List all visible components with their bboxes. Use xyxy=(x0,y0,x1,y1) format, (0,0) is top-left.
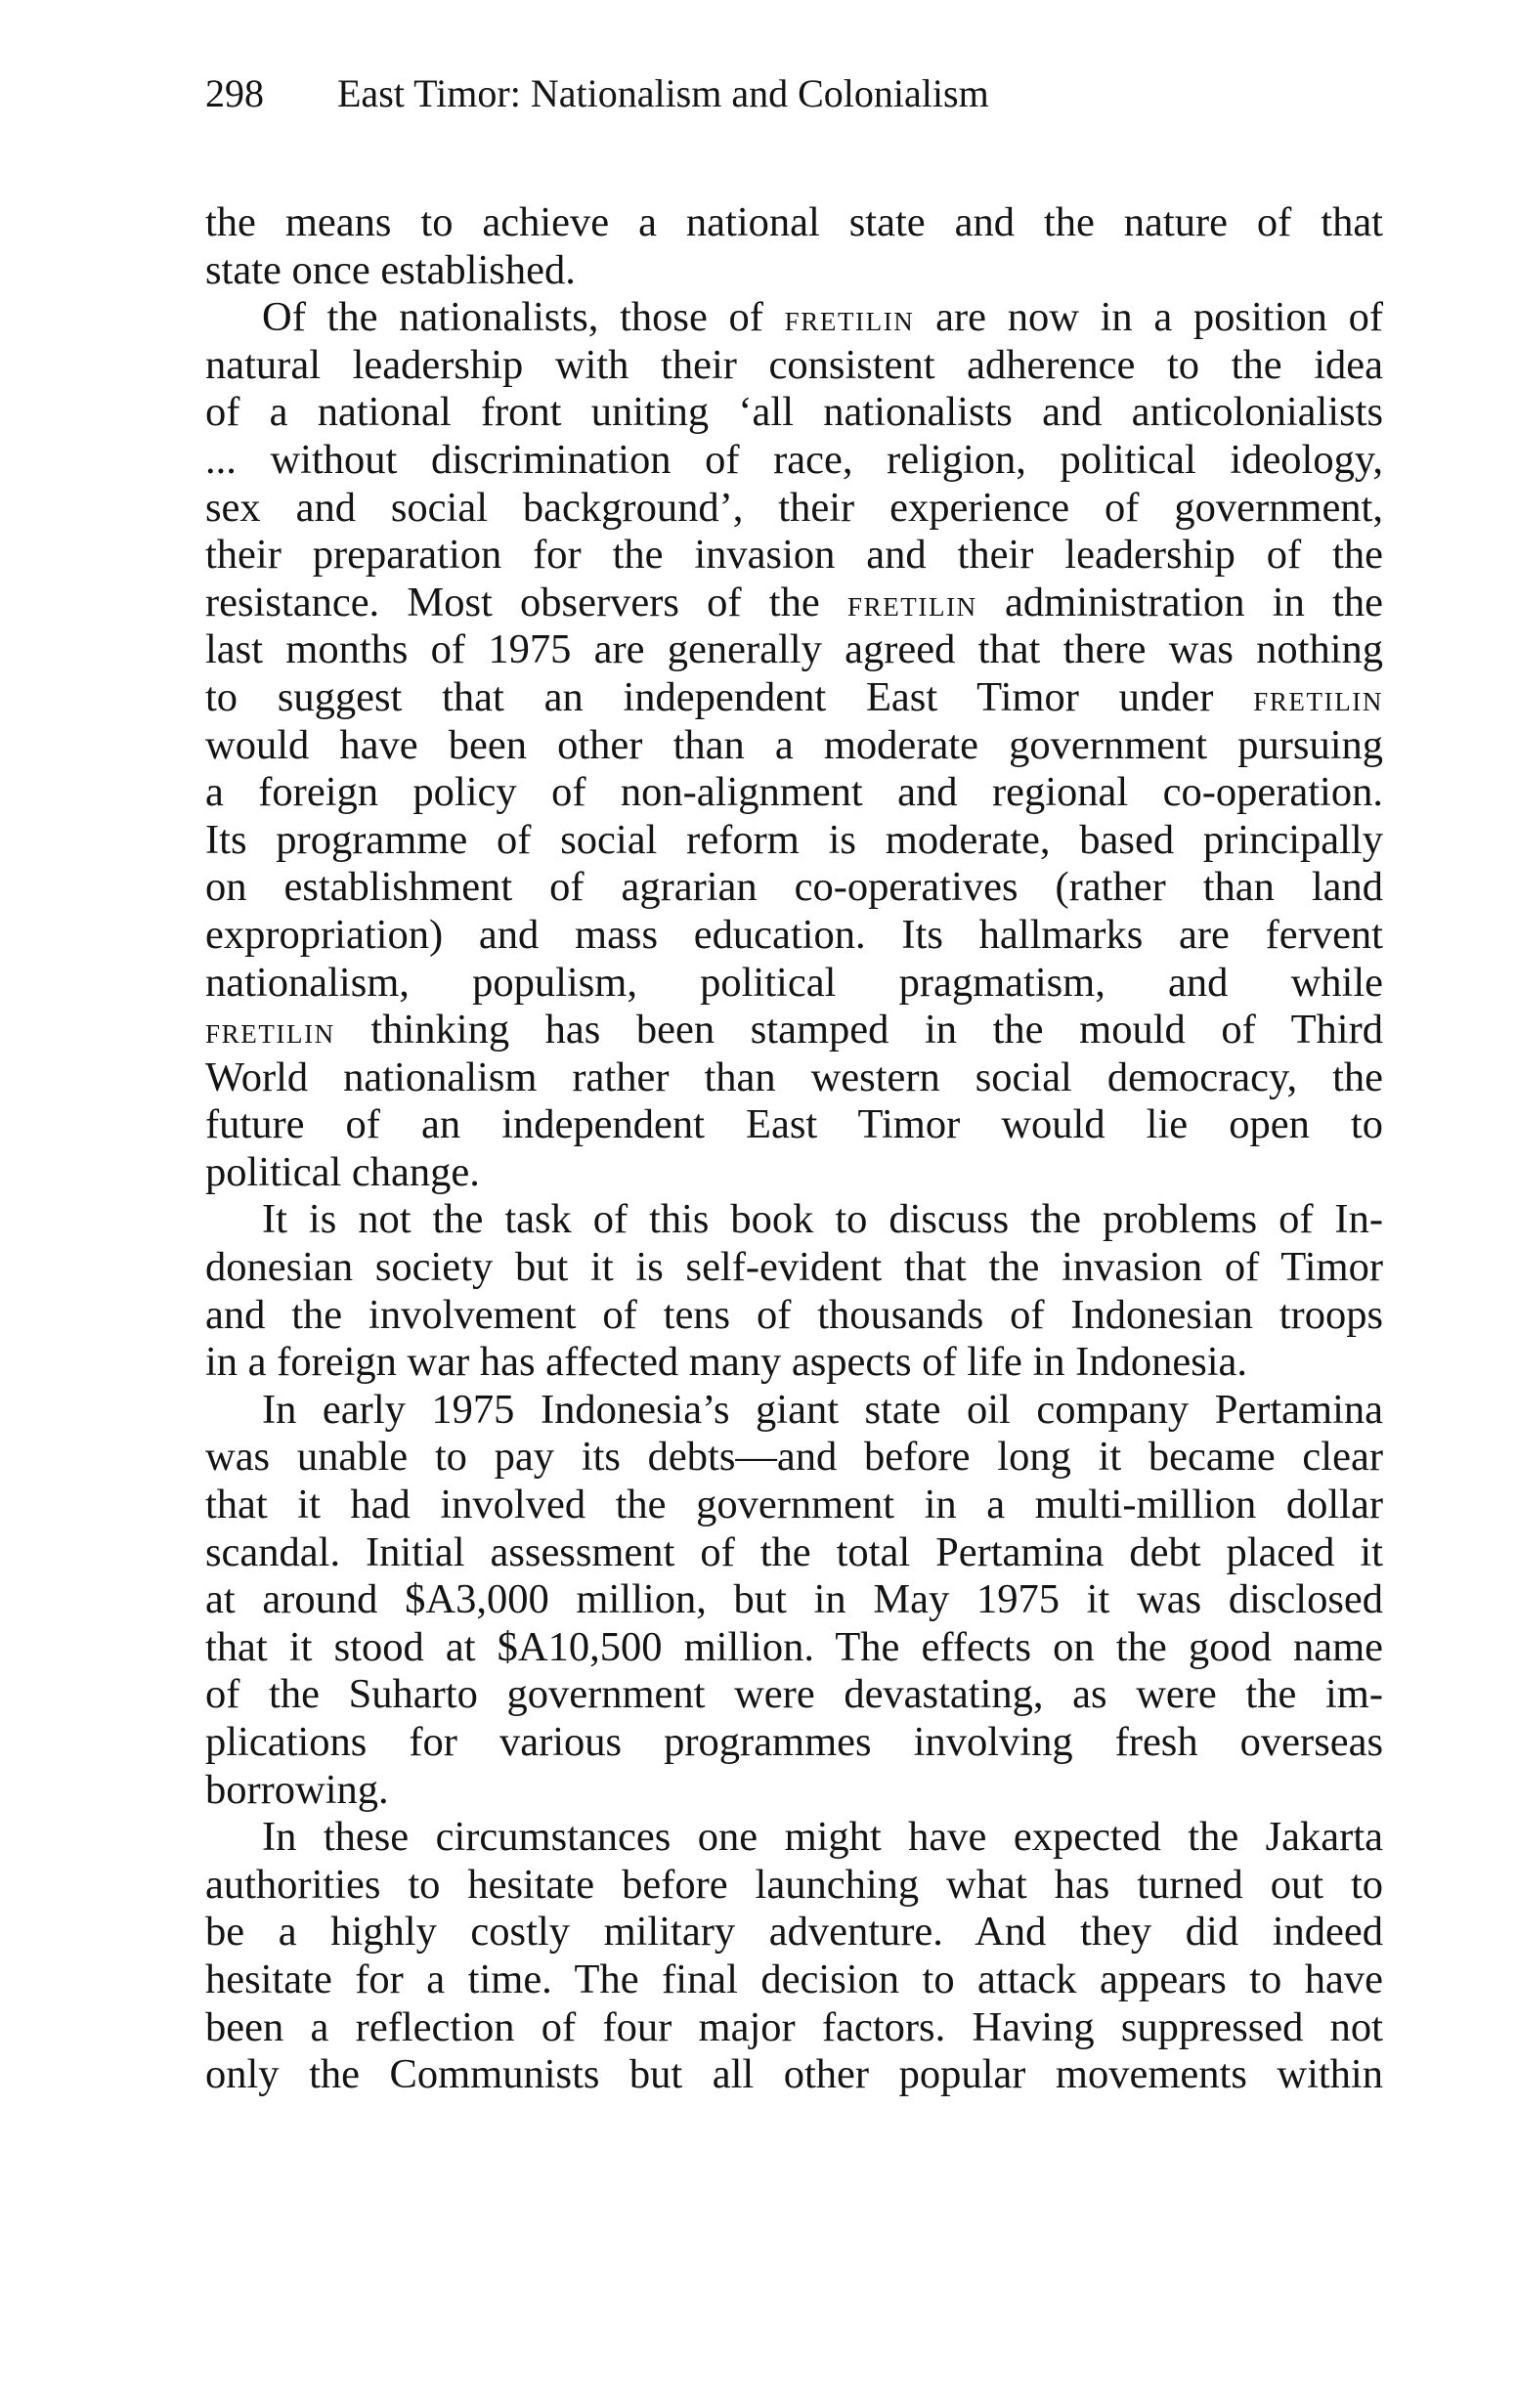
text-segment: state once established. xyxy=(205,246,576,293)
text-line xyxy=(205,1862,1383,1910)
text-segment: been a reflection of four major factors. Having suppressed not xyxy=(205,2003,1383,2050)
text-segment: nationalism, populism, political pragmatism, and while xyxy=(205,959,1383,1006)
text-line xyxy=(205,2004,1383,2052)
text-line xyxy=(205,1007,1383,1054)
text-segment: sex and social background’, their experience of government, xyxy=(205,484,1383,531)
text-segment: natural leadership with their consistent adherence to the idea xyxy=(205,341,1383,388)
text-line xyxy=(205,960,1383,1008)
text-line xyxy=(205,1814,1383,1862)
text-segment: It is not the task of this book to discuss the problems of In- xyxy=(262,1196,1383,1243)
text-segment: of the Suharto government were devastating, as were the im- xyxy=(205,1671,1383,1718)
text-line xyxy=(205,1196,1383,1244)
text-line xyxy=(205,1529,1383,1577)
text-segment: donesian society but it is self-evident that the invasion of Timor xyxy=(205,1244,1383,1291)
text-line xyxy=(205,1101,1383,1149)
small-caps-term: FRETILIN xyxy=(1253,686,1383,716)
text-line xyxy=(205,1576,1383,1624)
text-line xyxy=(205,1434,1383,1482)
text-segment: at around $A3,000 million, but in May 1975 it was disclosed xyxy=(205,1576,1383,1623)
running-head xyxy=(205,66,989,121)
text-line xyxy=(205,1387,1383,1435)
text-segment: In these circumstances one might have expected the Jakarta xyxy=(262,1814,1383,1861)
text-segment: thinking has been stamped in the mould of Third xyxy=(334,1007,1383,1054)
text-line xyxy=(205,1054,1383,1102)
text-segment: plications for various programmes involving fresh overseas xyxy=(205,1719,1383,1765)
text-segment: political change. xyxy=(205,1148,480,1195)
text-line xyxy=(205,1624,1383,1672)
text-segment: their preparation for the invasion and their leadership of the xyxy=(205,532,1383,579)
text-segment: would have been other than a moderate government pursuing xyxy=(205,721,1383,768)
text-segment: administration in the xyxy=(976,579,1384,625)
text-line xyxy=(205,1956,1383,2004)
text-line xyxy=(205,817,1383,865)
text-line xyxy=(205,342,1383,390)
text-line xyxy=(205,485,1383,533)
text-segment: hesitate for a time. The final decision to attack appears to have xyxy=(205,1956,1383,2002)
text-segment: ... without discrimination of race, religion, political ideology, xyxy=(205,436,1383,483)
text-line xyxy=(205,1719,1383,1767)
text-segment: and the involvement of tens of thousands of Indonesian troops xyxy=(205,1291,1383,1338)
text-line xyxy=(205,864,1383,912)
text-line xyxy=(205,912,1383,960)
text-segment: expropriation) and mass education. Its hallmarks are fervent xyxy=(205,911,1383,958)
text-segment: Its programme of social reform is moderate, based principally xyxy=(205,816,1383,863)
text-segment: that it stood at $A10,500 million. The effects on the good name xyxy=(205,1623,1383,1670)
text-line xyxy=(205,674,1383,722)
text-segment: future of an independent East Timor would lie open to xyxy=(205,1101,1383,1148)
small-caps-term: FRETILIN xyxy=(784,307,915,337)
text-line xyxy=(205,1149,1383,1197)
text-segment: was unable to pay its debts—and before long it became clear xyxy=(205,1434,1383,1481)
text-segment: are now in a position of xyxy=(914,294,1383,341)
text-segment: borrowing. xyxy=(205,1766,389,1813)
text-line xyxy=(205,1909,1383,1956)
text-line xyxy=(205,1671,1383,1719)
text-segment: the means to achieve a national state and the nature of that xyxy=(205,199,1383,245)
body-text xyxy=(205,199,1383,2099)
text-segment: a foreign policy of non-alignment and regional co-operation. xyxy=(205,769,1383,816)
text-segment: of a national front uniting ‘all nationalists and anticolonialists xyxy=(205,389,1383,436)
text-line xyxy=(205,389,1383,437)
text-segment: to suggest that an independent East Timor under xyxy=(205,673,1254,720)
text-line xyxy=(205,1292,1383,1340)
text-line xyxy=(205,437,1383,485)
small-caps-term: FRETILIN xyxy=(205,1019,335,1050)
text-line xyxy=(205,626,1383,674)
text-segment: In early 1975 Indonesia’s giant state oil company Pertamina xyxy=(262,1386,1383,1433)
text-line xyxy=(205,199,1383,247)
text-line xyxy=(205,1339,1383,1387)
text-segment: Of the nationalists, those of xyxy=(262,294,785,341)
text-segment: last months of 1975 are generally agreed that there was nothing xyxy=(205,626,1383,673)
text-segment: only the Communists but all other popular movements within xyxy=(205,2051,1383,2098)
text-line xyxy=(205,1767,1383,1815)
text-segment: on establishment of agrarian co-operatives (rather than land xyxy=(205,864,1383,911)
text-line xyxy=(205,532,1383,580)
page-number: 298 xyxy=(205,71,264,115)
text-line xyxy=(205,1482,1383,1529)
text-line xyxy=(205,722,1383,770)
text-line xyxy=(205,580,1383,627)
text-line xyxy=(205,769,1383,817)
text-segment: scandal. Initial assessment of the total Pertamina debt placed it xyxy=(205,1528,1383,1575)
text-segment: World nationalism rather than western social democracy, the xyxy=(205,1054,1383,1100)
text-line xyxy=(205,2051,1383,2099)
text-line xyxy=(205,247,1383,295)
text-segment: in a foreign war has affected many aspects of life in Indonesia. xyxy=(205,1339,1248,1386)
small-caps-term: FRETILIN xyxy=(846,591,977,622)
text-line xyxy=(205,1244,1383,1292)
running-title: East Timor: Nationalism and Colonialism xyxy=(337,71,989,115)
text-segment: that it had involved the government in a multi-million dollar xyxy=(205,1482,1383,1528)
text-segment: resistance. Most observers of the xyxy=(205,579,847,625)
text-segment: authorities to hesitate before launching what has turned out to xyxy=(205,1861,1383,1908)
text-segment: be a highly costly military adventure. And they did indeed xyxy=(205,1909,1383,1956)
text-line xyxy=(205,294,1383,342)
